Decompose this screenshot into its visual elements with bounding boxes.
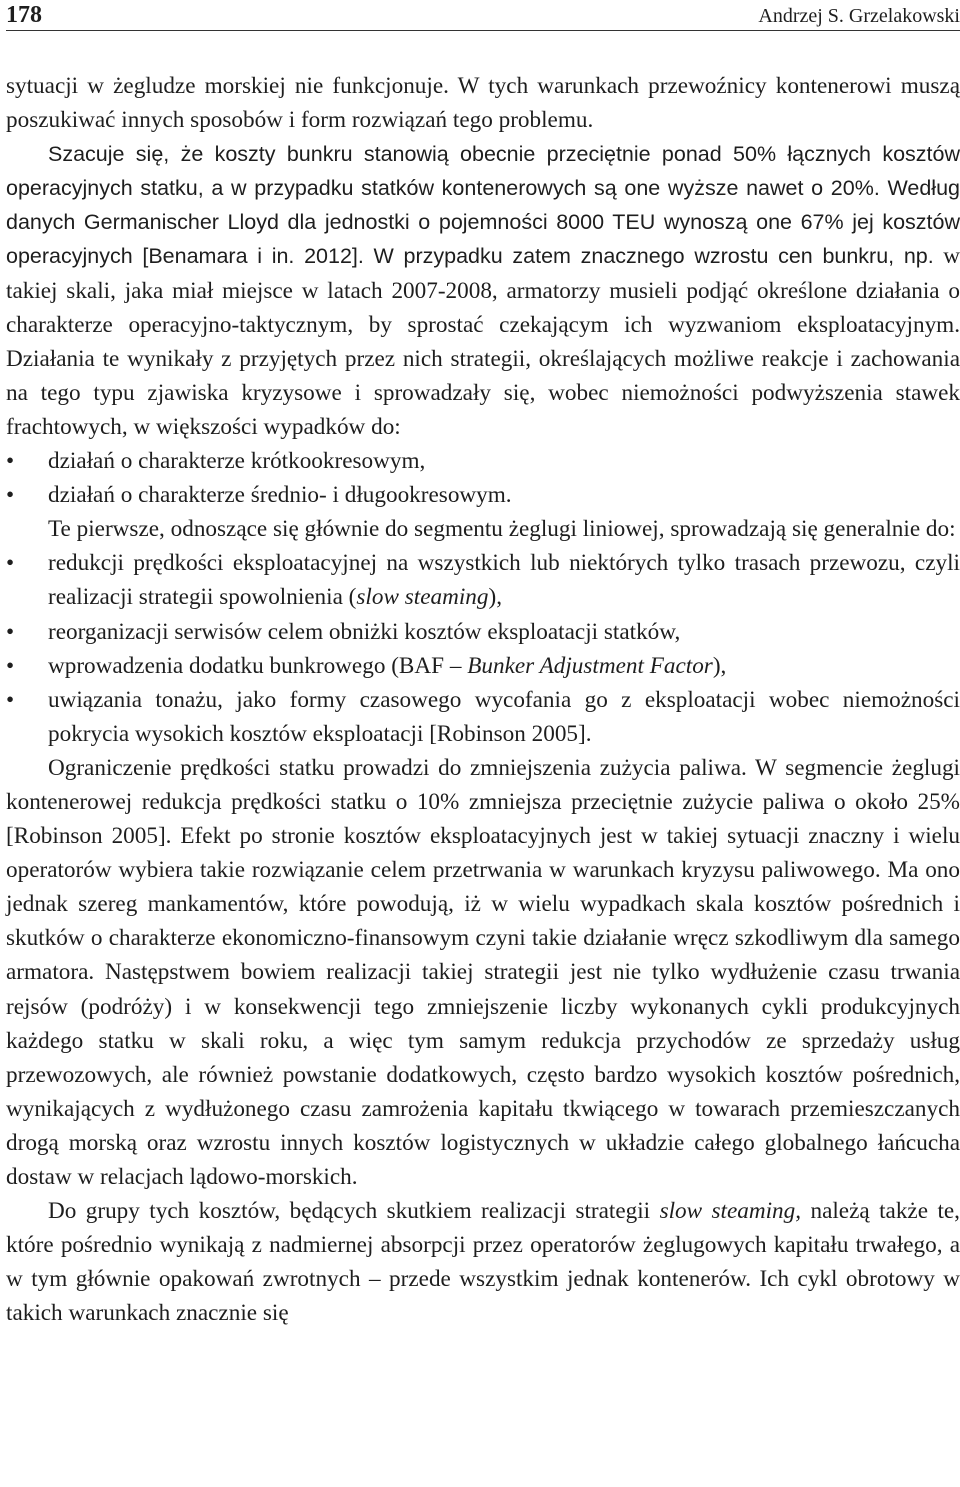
list-item-text: działań o charakterze średnio- i długookresowym.: [48, 482, 512, 509]
bullet-list-2: [6, 546, 960, 751]
list-item-text: reorganizacji serwisów celem obniżki kosztów eksploatacji statków,: [48, 618, 681, 645]
paragraph-5-text: Do grupy tych kosztów, będących skutkiem realizacji strategii: [48, 1198, 660, 1225]
paragraph-3: Te pierwsze, odnoszące się głównie do segmentu żeglugi liniowej, sprowadzają się generalnie do:: [48, 516, 956, 543]
list-item: [6, 478, 960, 512]
bullet-list-1: [6, 444, 960, 512]
list-item-italic: Bunker Adjustment Factor: [467, 652, 713, 679]
list-item-text: ),: [712, 652, 727, 679]
body-text: [6, 69, 960, 1330]
list-item: [6, 444, 960, 478]
list-item-text: redukcji prędkości eksploatacyjnej na wszystkich lub niektórych tylko trasach przewozu, czyli realizacji strategii spowolnienia (: [48, 550, 960, 611]
running-author: Andrzej S. Grzelakowski: [758, 5, 960, 27]
running-header: [6, 0, 960, 31]
list-item-text: uwiązania tonażu, jako formy czasowego wycofania go z eksploatacji wobec niemożności pokrycia wysokich kosztów eksploatacji [Robinson 2005].: [48, 686, 960, 747]
paragraph-2-sans-part: Szacuje się, że koszty bunkru stanowią obecnie przeciętnie ponad 50% łącznych kosztów operacyjnych statku, a w przypadku statków kontenerowych są one wyższe nawet o 20%. Według danych Germanischer Lloyd dla jednostki o pojemności 8000 TEU wynoszą one 67% jej kosztów operacyjnych [Benamara i in. 2012]. W przypadku zatem znacznego wzrostu cen bunkru, np.: [6, 142, 960, 269]
paragraph-5: [6, 1194, 960, 1330]
list-item: [6, 615, 960, 649]
bullet-icon: •: [6, 652, 15, 679]
list-item-italic: slow steaming: [356, 584, 489, 611]
bullet-icon: •: [6, 482, 15, 509]
list-item-text: działań o charakterze krótkookresowym,: [48, 448, 426, 475]
paragraph-4: Ograniczenie prędkości statku prowadzi do zmniejszenia zużycia paliwa. W segmencie żeglugi kontenerowej redukcja prędkości statku o 10% zmniejsza przeciętnie zużycie paliwa o około 25% [Robinson 2005]. Efekt po stronie kosztów eksploatacyjnych jest w takiej sytuacji znaczny i wielu operatorów wybiera takie rozwiązanie celem przetrwania w warunkach kryzysu paliwowego. Ma ono jednak szereg mankamentów, które powodują, iż w wielu wypadkach skala kosztów pośrednich i skutków o charakterze ekonomiczno-finansowym czyni takie działanie wręcz szkodliwym dla samego armatora. Następstwem bowiem realizacji takiej strategii jest nie tylko wydłużenie czasu trwania rejsów (podróży) i w konsekwencji tego zmniejszenie liczby wykonanych cykli produkcyjnych każdego statku w skali roku, a więc tym samym redukcja przychodów ze sprzedaży usług przewozowych, ale również powstanie dodatkowych, często bardzo wysokich kosztów pośrednich, wynikających z wydłużonego czasu zamrożenia kapitału tkwiącego w towarach przemieszczanych drogą morską oraz wzrostu innych kosztów logistycznych w układzie całego globalnego łańcucha dostaw w relacjach lądowo-morskich.: [6, 754, 960, 1190]
bullet-icon: •: [6, 618, 15, 645]
list-item: [6, 546, 960, 614]
page-number: 178: [6, 2, 42, 28]
bullet-icon: •: [6, 550, 15, 577]
list-item-text: ),: [488, 584, 502, 611]
list-item: [6, 649, 960, 683]
paragraph-1: sytuacji w żegludze morskiej nie funkcjonuje. W tych warunkach przewoźnicy kontenerowi muszą poszukiwać innych sposobów i form rozwiązań tego problemu.: [6, 73, 960, 134]
list-item-text: wprowadzenia dodatku bunkrowego (BAF –: [48, 652, 468, 679]
bullet-icon: •: [6, 686, 15, 713]
list-item: [6, 683, 960, 751]
paragraph-2-serif-part: w takiej skali, jaka miał miejsce w latach 2007-2008, armatorzy musieli podjąć określone działania o charakterze operacyjno-taktycznym, by sprostać czekającym ich wyzwaniom eksploatacyjnym. Działania te wynikały z przyjętych przez nich strategii, określających możliwe reakcje i zachowania na tego typu zjawiska kryzysowe i sprowadzały się, wobec niemożności podwyższenia stawek frachtowych, w większości wypadków do:: [6, 243, 960, 440]
paragraph-5-italic: slow steaming,: [659, 1198, 802, 1225]
book-page: [6, 0, 960, 1330]
paragraph-2: [6, 137, 960, 444]
bullet-icon: •: [6, 448, 15, 475]
paragraph-5-text: należą także te, które pośrednio wynikają z nadmiernej absorpcji przez operatorów żeglugowych kapitału trwałego, a w tym głównie opakowań zwrotnych – przede wszystkim jednak kontenerów. Ich cykl obrotowy w takich warunkach znacznie się: [6, 1198, 960, 1327]
